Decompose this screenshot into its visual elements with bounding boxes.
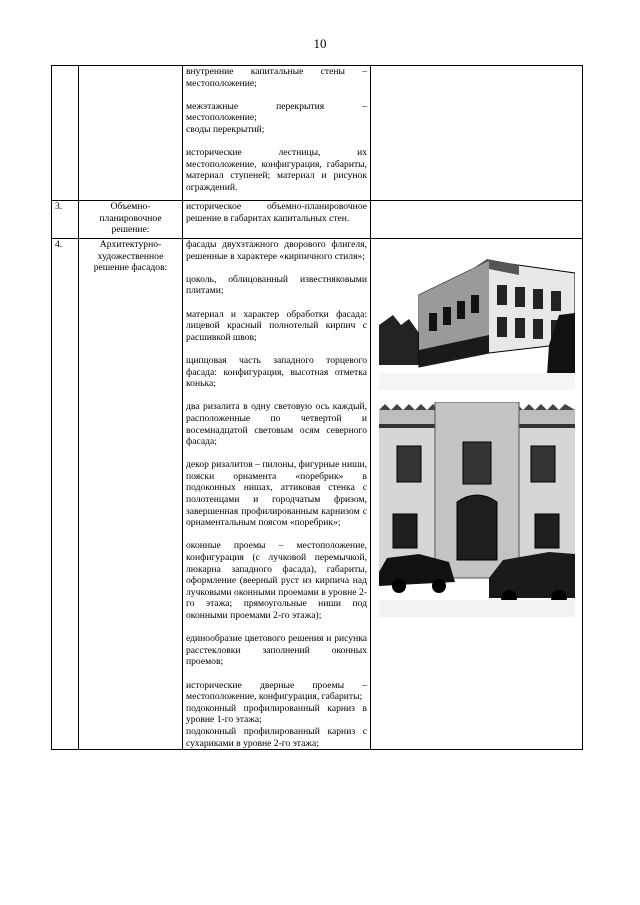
paragraph: внутренние капитальные стены – местоположение; (186, 66, 367, 89)
paragraph: подоконный профилированный карниз в уровне 1-го этажа; (186, 702, 367, 726)
cell-photo (371, 201, 583, 239)
paragraph: цоколь, облицованный известняковыми плитами; (186, 273, 367, 297)
paragraph: подоконный профилированный карниз с сухариками в уровне 2-го этажа; (186, 725, 367, 749)
paragraph: щипцовая часть западного торцевого фасада: конфигурация, высотная отметка конька; (186, 354, 367, 390)
paragraph: историческое объемно-планировочное решение в габаритах капитальных стен. (186, 201, 367, 224)
cell-description (183, 201, 371, 239)
paragraph: своды перекрытий; (186, 123, 265, 135)
cell-title: Архитектурно-художественное решение фасадов: (79, 239, 183, 750)
paragraph: исторические лестницы, их местоположение, конфигурация, габариты, материал ступеней; материал и рисунок ограждений. (186, 147, 367, 193)
monuments-table (51, 65, 583, 750)
table-row-4 (52, 239, 583, 750)
cell-photo (371, 239, 583, 750)
paragraph: фасады двухэтажного дворового флигеля, решенные в характере «кирпичного стиля»; (186, 239, 367, 262)
cell-description (183, 66, 371, 201)
paragraph: межэтажные перекрытия – местоположение; (186, 100, 367, 124)
paragraph: материал и характер обработки фасада: лицевой красный полнотелый кирпич с расшивкой швов; (186, 308, 367, 343)
cell-title: Объемно-планировочное решение: (79, 201, 183, 239)
building-photo-facade (379, 402, 575, 617)
building-photo-corner (379, 255, 575, 390)
cell-number (52, 66, 79, 201)
table-row-continuation (52, 66, 583, 201)
paragraph: исторические дверные проемы – местоположение, конфигурация, габариты; (186, 679, 367, 703)
table-row-3 (52, 201, 583, 239)
paragraph: единообразие цветового решения и рисунка расстекловки заполнений оконных проемов; (186, 633, 367, 668)
cell-photo (371, 66, 583, 201)
cell-number: 4. (52, 239, 79, 750)
paragraph: оконные проемы – местоположение, конфигурация (с лучковой перемычкой, люкарна западного фасада), габариты, оформление (веерный руст из кирпича над лучковыми оконными проемами в уровне 2-го этажа; прямоугольные ниши под оконными проемами 2-го этажа); (186, 540, 367, 621)
page-number: 10 (313, 36, 327, 51)
paragraph: два ризалита в одну световую ось каждый, расположенные по четвертой и восемнадцатой световым осям северного фасада; (186, 401, 367, 448)
paragraph: декор ризалитов – пилоны, фигурные ниши, пояски орнамента «поребрик» в подоконных нишах, аттиковая стенка с полотенцами и городчатым фризом, завершенная профилированным карнизом с орнаментальным поясом «поребрик»; (186, 459, 367, 529)
cell-description (183, 239, 371, 750)
cell-title (79, 66, 183, 201)
cell-number: 3. (52, 201, 79, 239)
